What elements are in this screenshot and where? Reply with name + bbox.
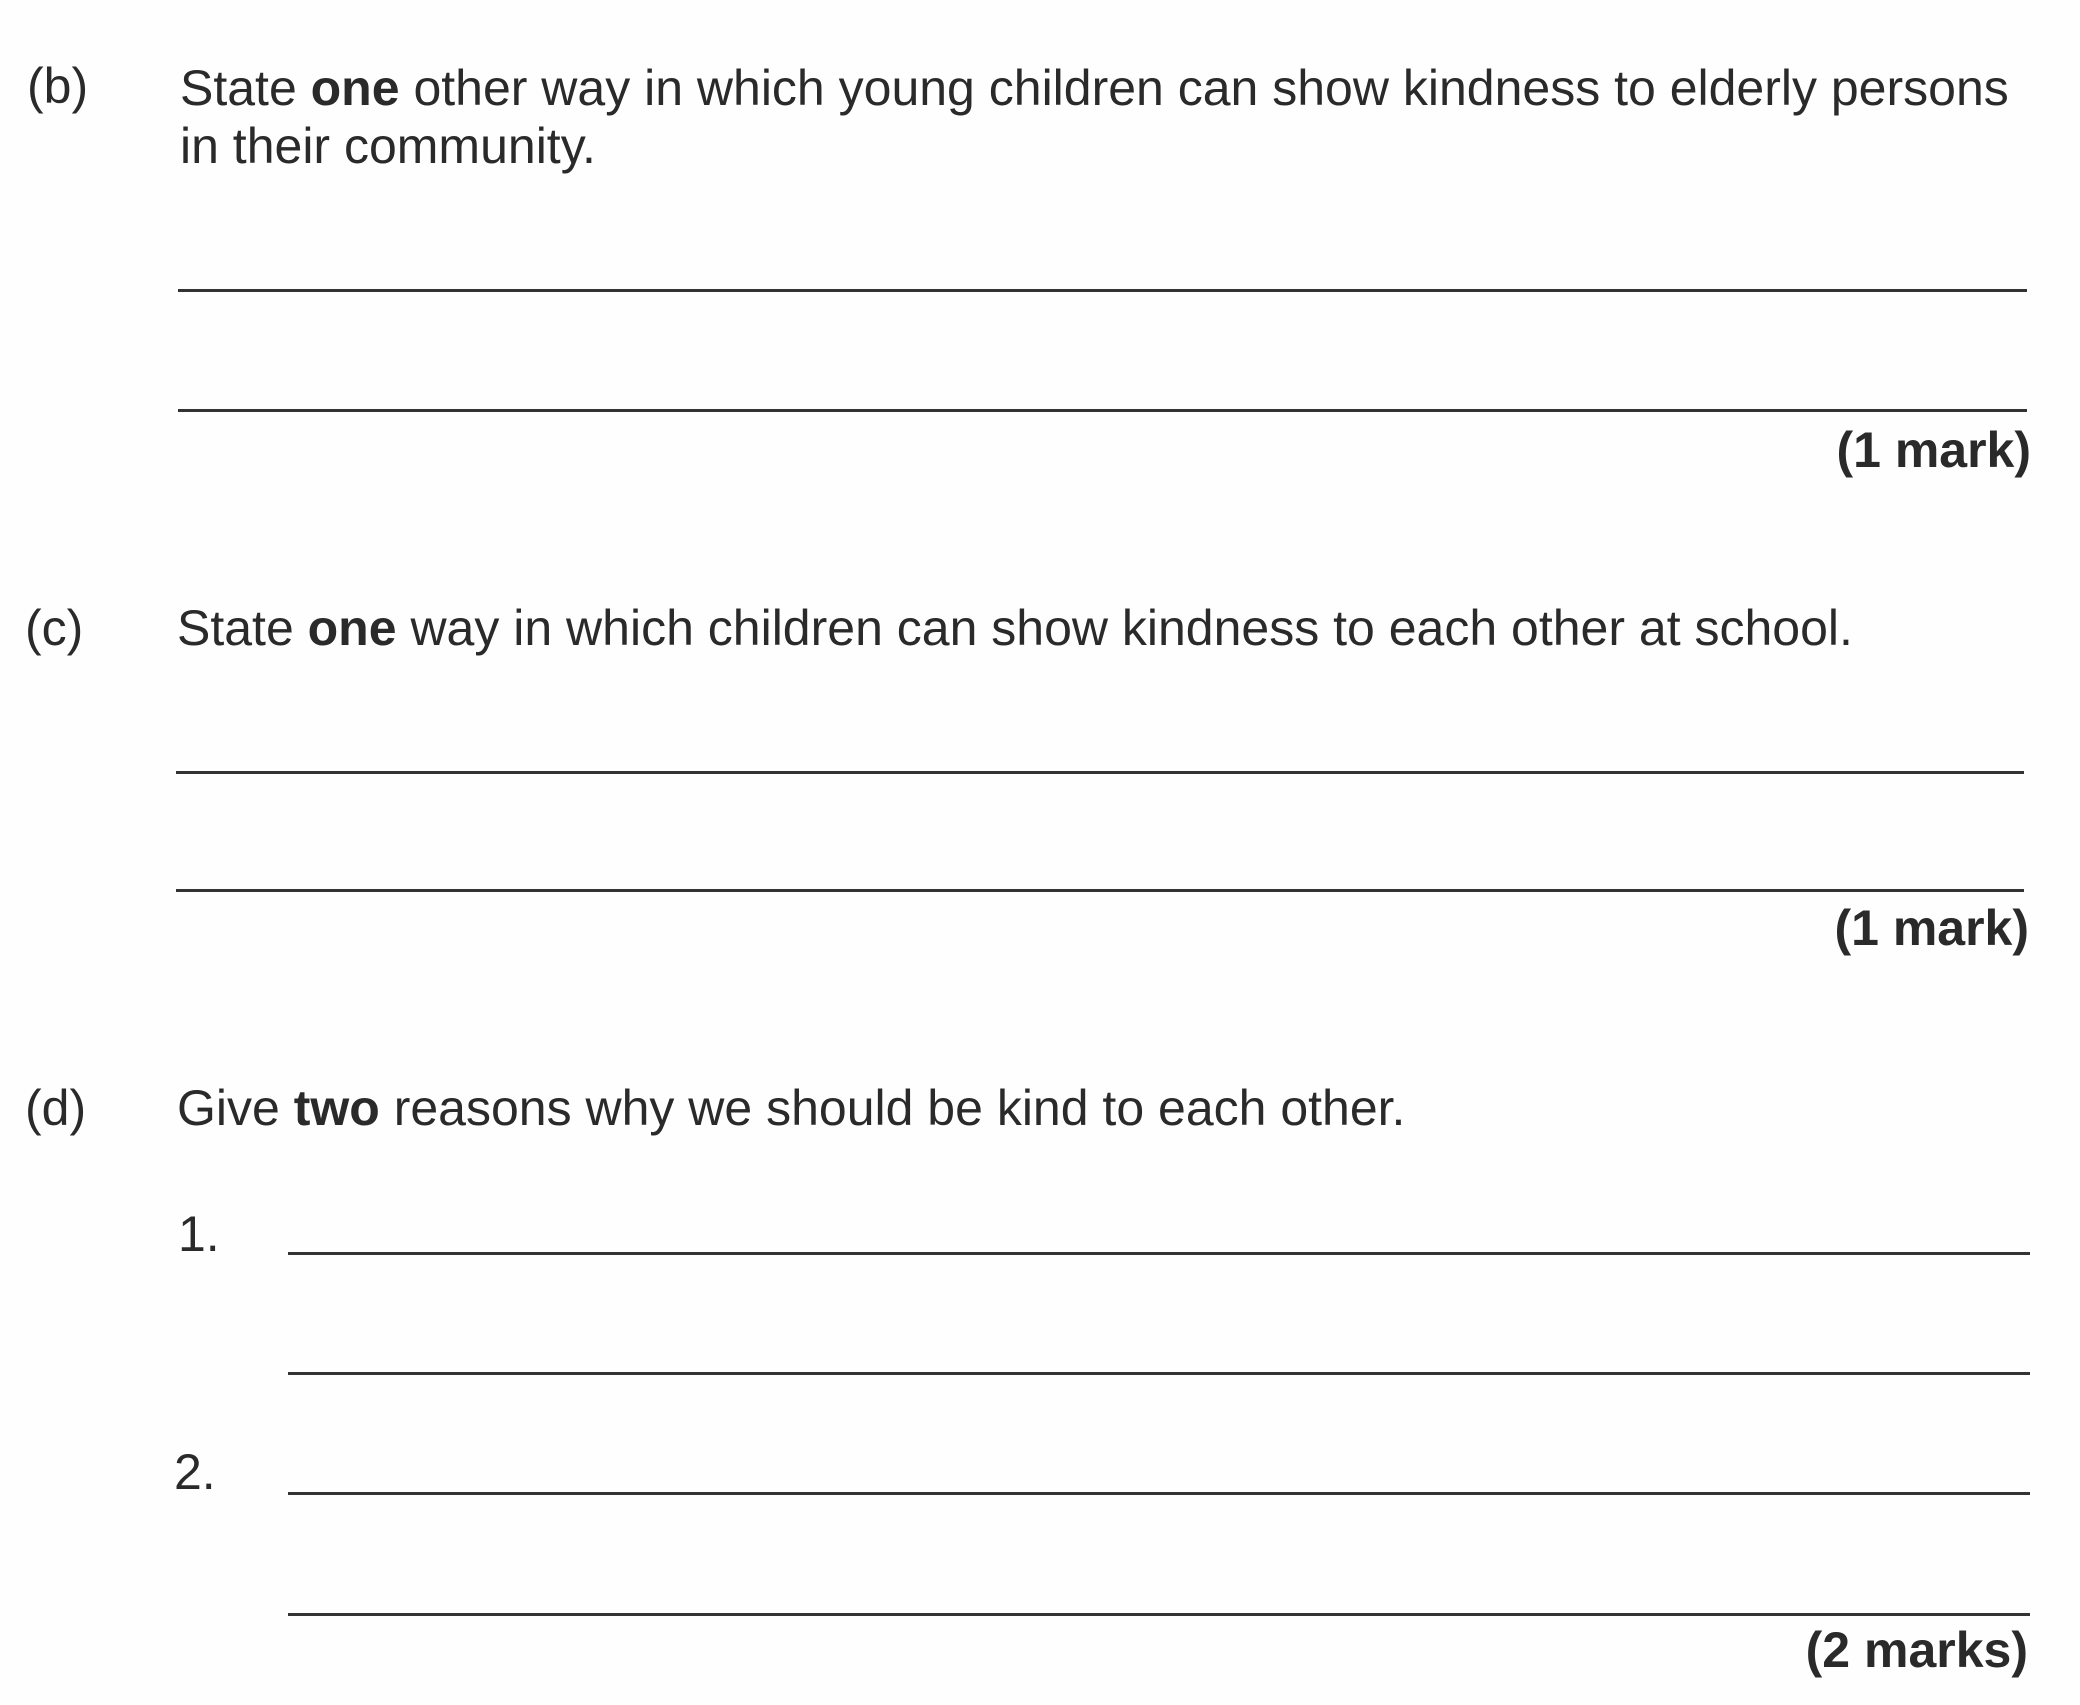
question-c-text: [177, 598, 1853, 658]
question-d-marks: (2 marks): [1805, 1622, 2028, 1678]
question-d-item-1-answer-line-1[interactable]: [288, 1252, 2030, 1255]
question-c-marks: (1 mark): [1834, 900, 2029, 956]
question-b-emphasis: one: [310, 60, 400, 116]
question-b-text-line2: in their community.: [180, 118, 596, 174]
question-c-text-post: way in which children can show kindness to each other at school.: [396, 600, 1853, 656]
question-d-item-2-answer-line-1[interactable]: [288, 1492, 2030, 1495]
question-d-item-1-number: 1.: [178, 1206, 220, 1262]
question-b-marks: (1 mark): [1836, 422, 2031, 478]
question-c-answer-line-1[interactable]: [176, 771, 2024, 774]
question-b-label: (b): [27, 58, 89, 114]
question-b-answer-line-2[interactable]: [178, 409, 2027, 412]
question-b-answer-line-1[interactable]: [178, 289, 2027, 292]
question-b-text-pre: State: [180, 60, 311, 116]
question-b-text-post: other way in which young children can show kindness to elderly persons: [399, 60, 2009, 116]
question-c-text-pre: State: [177, 600, 308, 656]
question-c-emphasis: one: [307, 600, 397, 656]
question-c-label: (c): [25, 600, 84, 656]
question-d-text-pre: Give: [177, 1080, 294, 1136]
question-d-text: [177, 1078, 1405, 1138]
question-d-text-post: reasons why we should be kind to each other.: [379, 1080, 1406, 1136]
question-b-text-line1: [180, 58, 2009, 118]
question-d-emphasis: two: [293, 1080, 380, 1136]
question-d-label: (d): [25, 1080, 87, 1136]
question-d-item-2-number: 2.: [174, 1444, 216, 1500]
question-c-answer-line-2[interactable]: [176, 889, 2024, 892]
question-d-item-1-answer-line-2[interactable]: [288, 1372, 2030, 1375]
question-d-item-2-answer-line-2[interactable]: [288, 1613, 2030, 1616]
